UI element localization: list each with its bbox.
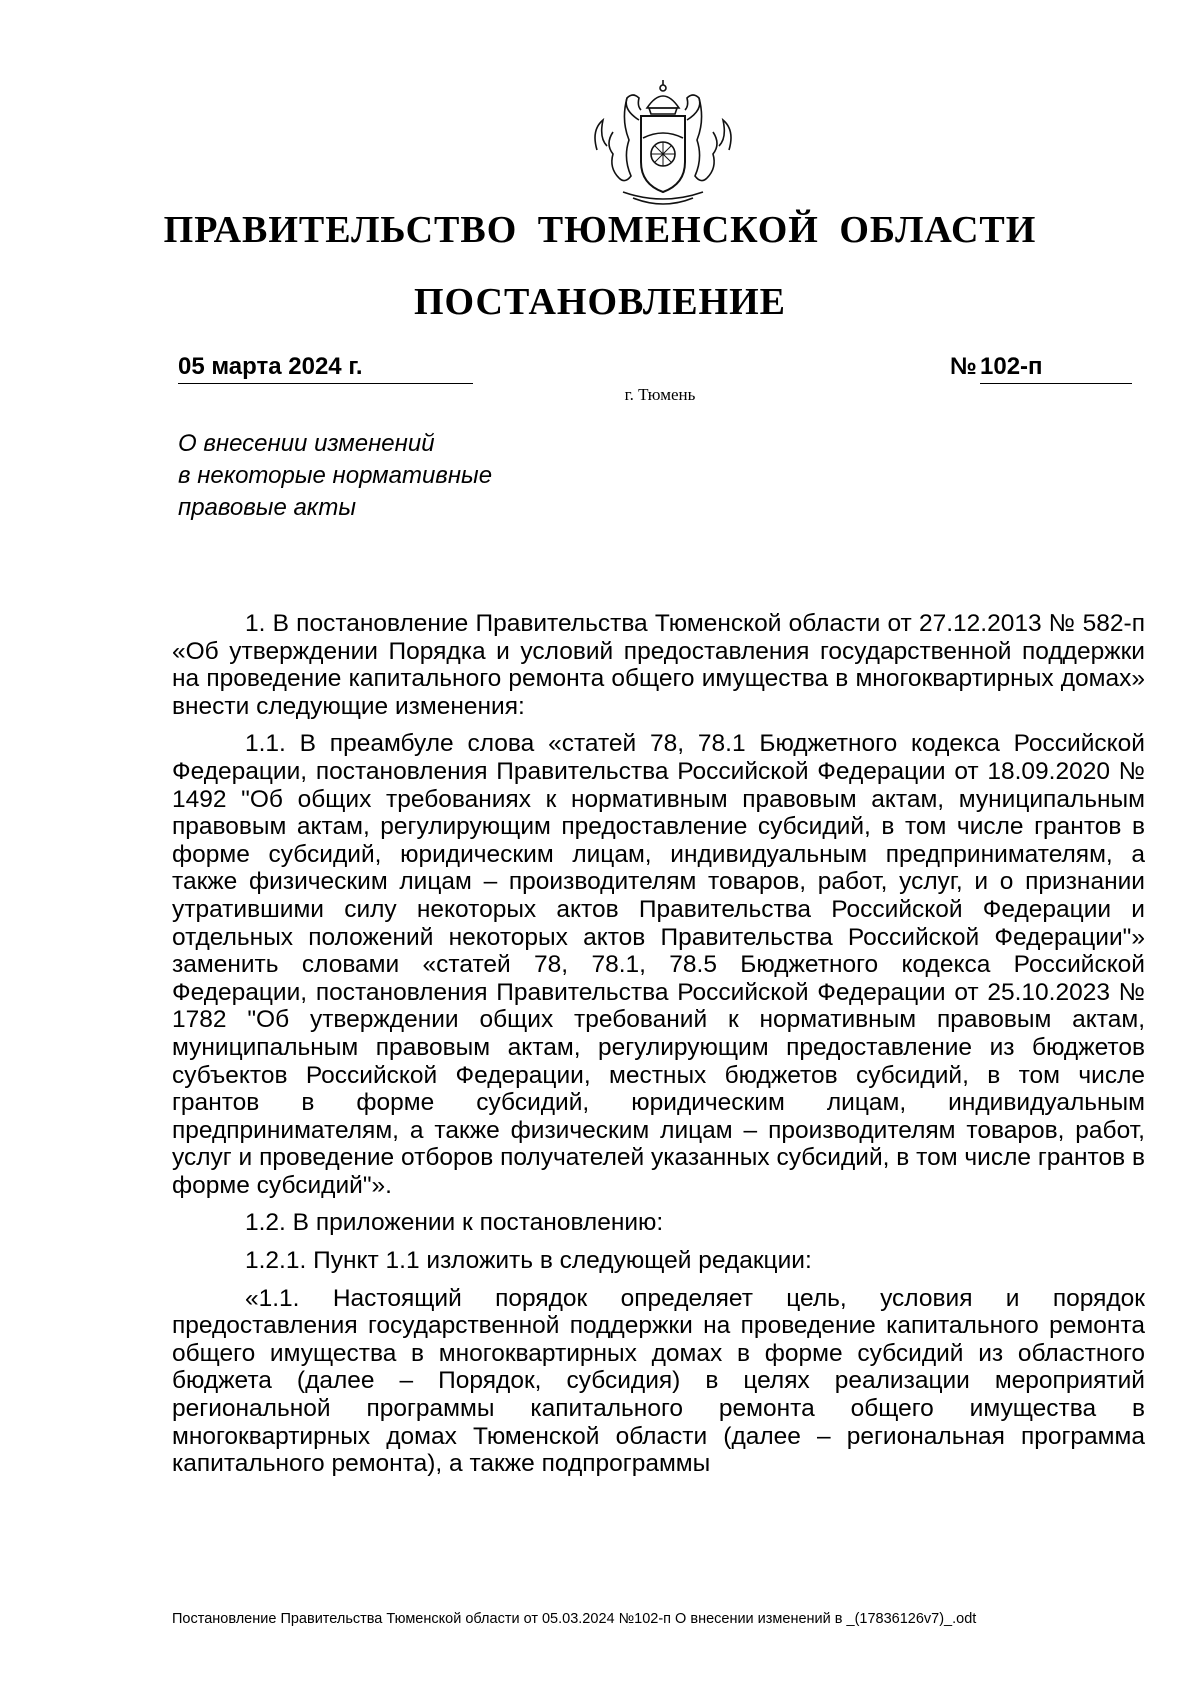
city: г. Тюмень <box>624 385 696 404</box>
date-field <box>178 353 473 384</box>
subject-line: правовые акты <box>178 494 357 521</box>
page-footer: Постановление Правительства Тюменской области от 05.03.2024 №102-п О внесении изменений в _(17836126v7)_.odt <box>172 1611 977 1627</box>
number-field <box>980 353 1132 384</box>
paragraph: 1.1. В преамбуле слова «статей 78, 78.1 Бюджетного кодекса Российской Федерации, постановления Правительства Российской Федерации от 18.09.2020 № 1492 "Об общих требованиях к нормативным правовым актам, муниципальным правовым актам, регулирующим предоставление субсидий, в том числе грантов в форме субсидий, юридическим лицам, индивидуальным предпринимателям, а также физическим лицам – производителям товаров, работ, услуг, и о признании утратившими силу некоторых актов Правительства Российской Федерации и отдельных положений некоторых актов Правительства Российской Федерации"» заменить словами «статей 78, 78.1, 78.5 Бюджетного кодекса Российской Федерации, постановления Правительства Российской Федерации от 25.10.2023 № 1782 "Об утверждении общих требований к нормативным правовым актам, муниципальным правовым актам, регулирующим предоставление из бюджетов субъектов Российской Федерации, местных бюджетов субсидий, в том числе грантов в форме субсидий, юридическим лицам, индивидуальным предпринимателям, а также физическим лицам – производителям товаров, работ, услуг и проведение отборов получателей указанных субсидий, в том числе грантов в форме субсидий"». <box>172 730 1145 1199</box>
paragraph: 1. В постановление Правительства Тюменской области от 27.12.2013 № 582-п «Об утверждении Порядка и условий предоставления государственной поддержки на проведение капитального ремонта общего имущества в многоквартирных домах» внести следующие изменения: <box>172 610 1145 720</box>
paragraph: 1.2. В приложении к постановлению: <box>245 1209 664 1237</box>
document-type: ПОСТАНОВЛЕНИЕ <box>413 281 787 323</box>
paragraph: 1.2.1. Пункт 1.1 изложить в следующей редакции: <box>245 1247 812 1275</box>
document-subject <box>178 428 598 524</box>
document-date: 05 марта 2024 г. <box>178 353 363 380</box>
subject-line: в некоторые нормативные <box>178 462 493 489</box>
tyumen-coat-of-arms-icon <box>583 80 743 210</box>
document-number: 102-п <box>980 353 1043 380</box>
document-body <box>172 610 1145 1488</box>
government-title: ПРАВИТЕЛЬСТВО ТЮМЕНСКОЙ ОБЛАСТИ <box>163 209 1037 251</box>
subject-line: О внесении изменений <box>178 430 435 457</box>
number-label: № <box>950 353 977 380</box>
paragraph: «1.1. Настоящий порядок определяет цель, условия и порядок предоставления государственной поддержки на проведение капитального ремонта общего имущества в многоквартирных домах в форме субсидий из областного бюджета (далее – Порядок, субсидия) в целях реализации мероприятий региональной программы капитального ремонта общего имущества в многоквартирных домах Тюменской области (далее – региональная программа капитального ремонта), а также подпрограммы <box>172 1284 1145 1478</box>
